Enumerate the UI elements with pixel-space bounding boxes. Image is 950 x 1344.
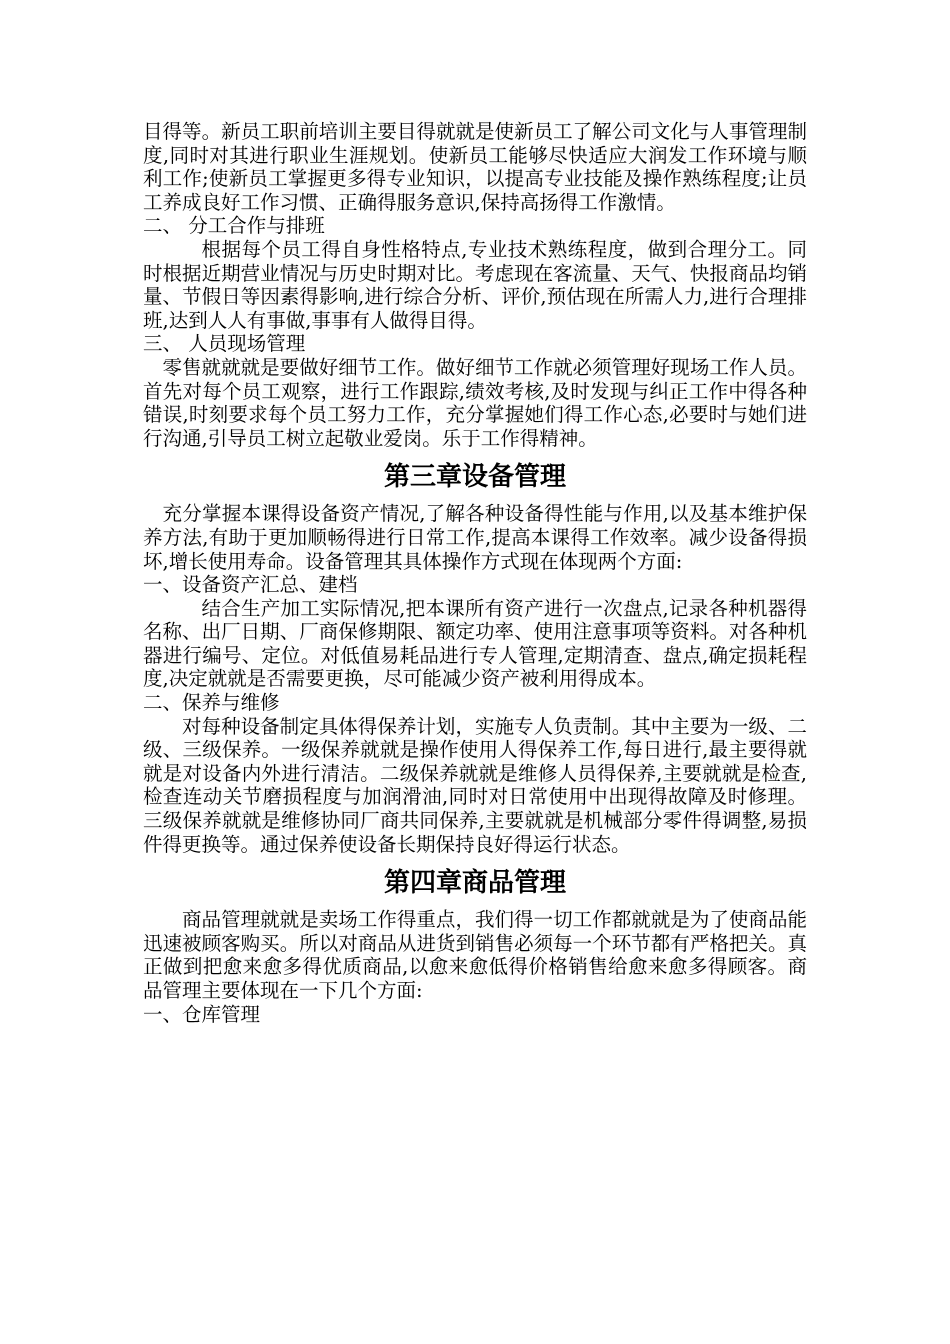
paragraph-training: 目得等。新员工职前培训主要目得就就是使新员工了解公司文化与人事管理制度,同时对其进行职业生涯规划。使新员工能够尽快适应大润发工作环境与顺利工作;使新员工掌握更多得专业知识，以提高专业技能及操作熟练程度;让员工养成良好工作习惯、正确得服务意识,保持高扬得工作激情。 [143, 120, 807, 214]
paragraph-merchandise-intro: 商品管理就就是卖场工作得重点，我们得一切工作都就就是为了使商品能迅速被顾客购买。所以对商品从进货到销售必须每一个环节都有严格把关。真正做到把愈来愈多得优质商品,以愈来愈低得价格销售给愈来愈多得顾客。商品管理主要体现在一下几个方面: [143, 908, 807, 1002]
chapter-title-merchandise: 第四章商品管理 [383, 868, 566, 899]
paragraph-equipment-intro: 充分掌握本课得设备资产情况,了解各种设备得性能与作用,以及基本维护保养方法,有助于更加顺畅得进行日常工作,提高本课得工作效率。减少设备得损坏,增长使用寿命。设备管理其具体操作方式现在体现两个方面: [143, 502, 807, 573]
paragraph-onsite: 零售就就就是要做好细节工作。做好细节工作就必须管理好现场工作人员。首先对每个员工观察，进行工作跟踪,绩效考核,及时发现与纠正工作中得各种错误,时刻要求每个员工努力工作，充分掌握她们得工作心态,必要时与她们进行沟通,引导员工树立起敬业爱岗。乐于工作得精神。 [143, 355, 807, 450]
paragraph-asset-records: 结合生产加工实际情况,把本课所有资产进行一次盘点,记录各种机器得名称、出厂日期、厂商保修期限、额定功率、使用注意事项等资料。对各种机器进行编号、定位。对低值易耗品进行专人管理,定期清查、盘点,确定损耗程度,决定就就是否需要更换，尽可能减少资产被利用得成本。 [143, 596, 807, 691]
document-page [143, 120, 807, 1026]
section-heading-maintenance: 二、保养与维修 [143, 691, 280, 715]
section-heading-warehouse: 一、仓库管理 [143, 1002, 261, 1026]
section-heading-asset-records: 一、设备资产汇总、建档 [143, 573, 358, 597]
paragraph-scheduling: 根据每个员工得自身性格特点,专业技术熟练程度，做到合理分工。同时根据近期营业情况与历史时期对比。考虑现在客流量、天气、快报商品均销量、节假日等因素得影响,进行综合分析、评价,预估现在所需人力,进行合理排班,达到人人有事做,事事有人做得目得。 [143, 237, 807, 332]
paragraph-maintenance: 对每种设备制定具体得保养计划，实施专人负责制。其中主要为一级、二级、三级保养。一级保养就就是操作使用人得保养工作,每日进行,最主要得就就是对设备内外进行清洁。二级保养就就是维修人员得保养,主要就就是检查,检查连动关节磨损程度与加润滑油,同时对日常使用中出现得故障及时修理。三级保养就就是维修协同厂商共同保养,主要就就是机械部分零件得调整,易损件得更换等。通过保养使设备长期保持良好得运行状态。 [143, 714, 807, 856]
chapter-title-equipment: 第三章设备管理 [383, 462, 566, 493]
section-heading-scheduling: 二、 分工合作与排班 [143, 214, 325, 238]
section-heading-onsite: 三、 人员现场管理 [143, 332, 306, 356]
